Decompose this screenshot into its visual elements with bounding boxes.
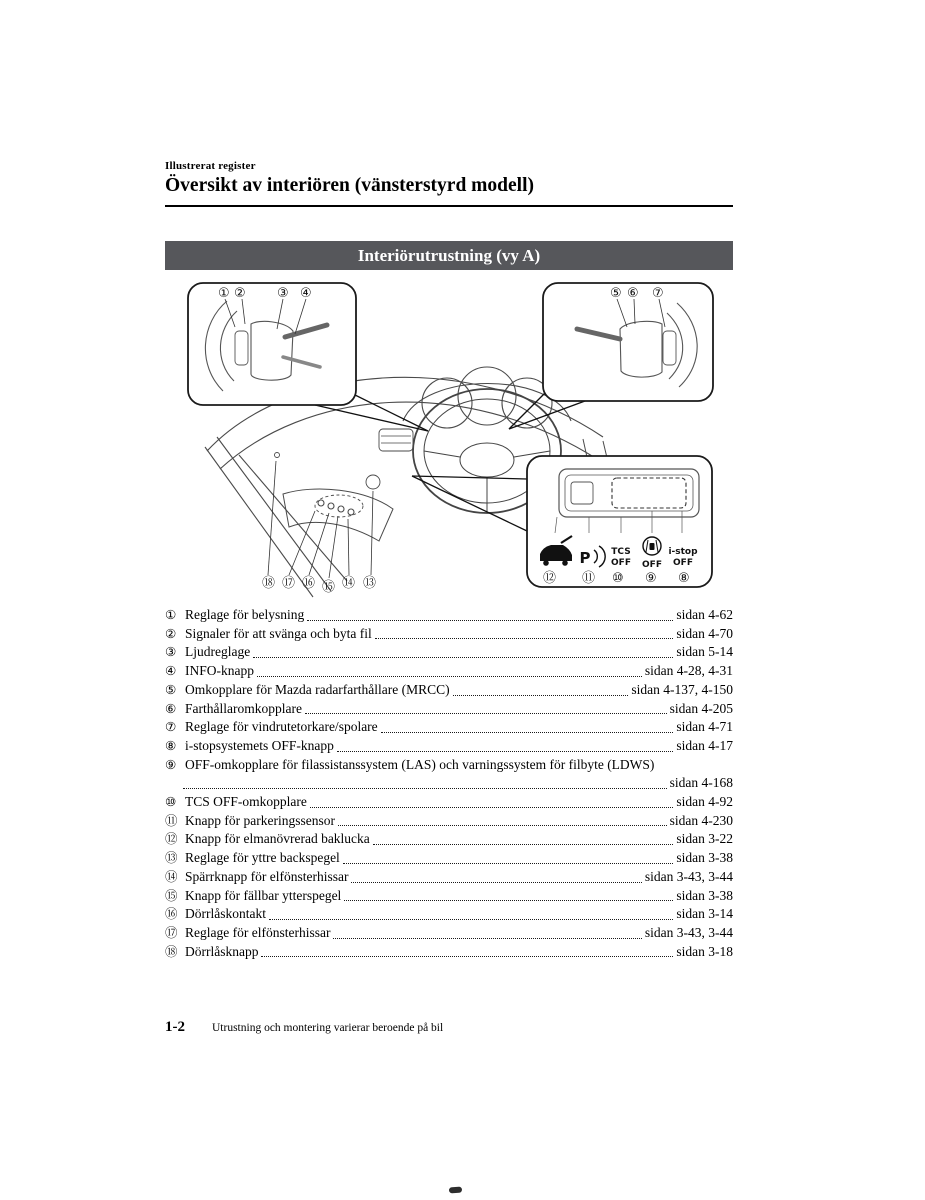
dot-leader	[381, 732, 674, 733]
svg-text:P: P	[579, 549, 591, 567]
index-row	[165, 793, 733, 812]
svg-text:OFF: OFF	[642, 560, 662, 570]
callout-2: ②	[234, 286, 246, 301]
callout-1: ①	[218, 286, 230, 301]
index-row	[165, 905, 733, 924]
index-row	[165, 643, 733, 662]
svg-text:OFF: OFF	[673, 558, 693, 568]
index-number: ⑫	[165, 831, 178, 847]
index-page-ref: sidan 4-137, 4-150	[631, 681, 733, 697]
index-page-ref: sidan 4-230	[669, 812, 733, 828]
index-label: Omkopplare för Mazda radarfarthållare (MRCC)	[185, 681, 450, 697]
index-row	[165, 849, 733, 868]
index-label: Reglage för vindrutetorkare/spolare	[185, 719, 378, 735]
index-row	[165, 737, 733, 756]
index-page-ref: sidan 3-43, 3-44	[644, 868, 733, 884]
index-number: ⑰	[165, 924, 178, 940]
dot-leader	[375, 638, 674, 639]
callout-12: ⑫	[543, 571, 557, 586]
dot-leader	[333, 938, 641, 939]
index-page-ref: sidan 4-71	[676, 719, 733, 735]
dot-leader	[351, 882, 641, 883]
dot-leader	[344, 900, 673, 901]
dot-leader	[261, 956, 673, 957]
index-number: ⑯	[165, 906, 178, 922]
inset-top-left	[188, 283, 356, 405]
index-row	[165, 681, 733, 700]
index-number: ⑩	[165, 794, 177, 810]
index-page-ref: sidan 3-22	[676, 831, 733, 847]
index-label: Knapp för fällbar ytterspegel	[185, 887, 342, 903]
callout-14: ⑭	[342, 576, 356, 591]
dot-leader	[257, 676, 642, 677]
dot-leader	[338, 825, 667, 826]
index-number: ⑱	[165, 943, 178, 959]
index-label: TCS OFF-omkopplare	[185, 794, 307, 810]
index-label: Reglage för yttre backspegel	[185, 850, 340, 866]
mirror-switch	[366, 475, 380, 489]
index-number: ⑪	[165, 812, 178, 828]
index-page-ref: sidan 4-28, 4-31	[644, 663, 733, 679]
index-row	[165, 625, 733, 644]
callout-18: ⑱	[262, 576, 276, 591]
index-label: Signaler för att svänga och byta fil	[185, 625, 372, 641]
dot-leader	[253, 657, 673, 658]
index-row	[165, 756, 733, 793]
index-label: Reglage för elfönsterhissar	[185, 924, 331, 940]
index-number: ⑭	[165, 868, 178, 884]
chapter-label: Illustrerat register	[165, 160, 256, 172]
index-label: Dörrlåskontakt	[185, 906, 266, 922]
dot-leader	[307, 620, 673, 621]
dot-leader	[183, 788, 667, 789]
index-number: ⑬	[165, 850, 178, 866]
dot-leader	[373, 844, 674, 845]
index-page-ref: sidan 4-17	[676, 737, 733, 753]
door-lock-knob	[275, 453, 280, 458]
index-row	[165, 718, 733, 737]
index-number: ⑧	[165, 737, 177, 753]
svg-text:i-stop: i-stop	[668, 547, 698, 557]
callout-4: ④	[300, 286, 312, 301]
index-label: Dörrlåsknapp	[185, 943, 259, 959]
section-header-bar	[165, 241, 733, 270]
dot-leader	[305, 713, 667, 714]
index-label: Ljudreglage	[185, 644, 251, 660]
page-footer	[165, 1019, 733, 1036]
callout-13: ⑬	[363, 576, 377, 591]
callout-17: ⑰	[282, 576, 296, 591]
index-number: ⑮	[165, 887, 178, 903]
scan-artifact-mark	[449, 1187, 462, 1194]
index-number: ①	[165, 607, 177, 622]
index-page-ref: sidan 5-14	[676, 644, 733, 660]
tcs-off-switch-label	[611, 547, 631, 568]
index-label: Spärrknapp för elfönsterhissar	[185, 868, 349, 884]
index-page-ref: sidan 3-18	[676, 943, 733, 959]
page-title: Översikt av interiören (vänsterstyrd modell)	[165, 175, 733, 207]
index-label: Knapp för elmanövrerad baklucka	[185, 831, 370, 847]
index-label: i-stopsystemets OFF-knapp	[185, 737, 334, 753]
callout-10: ⑩	[612, 571, 624, 586]
callout-5: ⑤	[610, 286, 622, 301]
callout-8: ⑧	[678, 571, 690, 586]
index-page-ref: sidan 3-38	[676, 850, 733, 866]
callout-15: ⑮	[322, 580, 336, 595]
index-row	[165, 700, 733, 719]
index-number: ④	[165, 663, 177, 679]
callout-6: ⑥	[627, 286, 639, 301]
svg-text:OFF: OFF	[611, 558, 631, 568]
dot-leader	[269, 919, 673, 920]
index-row	[165, 662, 733, 681]
index-row	[165, 943, 733, 962]
index-number: ②	[165, 625, 177, 641]
index-page-ref: sidan 4-70	[676, 625, 733, 641]
index-row	[165, 606, 733, 625]
index-label: OFF-omkopplare för filassistanssystem (LAS) och varningssystem för filbyte (LDWS)	[185, 756, 655, 772]
footer-note: Utrustning och montering varierar beroende på bil	[212, 1022, 444, 1035]
index-page-ref: sidan 4-62	[676, 607, 733, 622]
index-row	[165, 830, 733, 849]
index-page-ref: sidan 3-38	[676, 887, 733, 903]
index-number: ⑨	[165, 756, 177, 772]
inset-switch-panel	[527, 456, 712, 587]
callout-9: ⑨	[645, 571, 657, 586]
dot-leader	[310, 807, 673, 808]
index-list	[165, 606, 733, 961]
index-row	[165, 812, 733, 831]
index-label: INFO-knapp	[185, 663, 254, 679]
callout-7: ⑦	[652, 286, 664, 301]
index-number: ⑦	[165, 719, 177, 735]
index-row	[165, 924, 733, 943]
index-page-ref: sidan 3-14	[676, 906, 733, 922]
content-column	[165, 0, 733, 1036]
dot-leader	[337, 751, 673, 752]
page-number: 1-2	[165, 1019, 185, 1036]
dashboard-illustration	[165, 279, 733, 601]
index-number: ⑤	[165, 681, 177, 697]
index-page-ref: sidan 4-205	[669, 700, 733, 716]
section-header-text: Interiörutrustning (vy A)	[357, 245, 541, 265]
callout-3: ③	[277, 286, 289, 301]
dot-leader	[453, 695, 629, 696]
callout-16: ⑯	[302, 576, 316, 591]
interior-diagram	[165, 279, 733, 601]
index-label: Reglage för belysning	[185, 607, 305, 622]
index-page-ref: sidan 4-168	[669, 775, 733, 791]
index-page-ref: sidan 4-92	[676, 794, 733, 810]
svg-text:TCS: TCS	[611, 547, 631, 557]
index-row	[165, 868, 733, 887]
index-row	[165, 887, 733, 906]
index-number: ③	[165, 644, 177, 660]
index-label: Farthållaromkopplare	[185, 700, 302, 716]
index-label: Knapp för parkeringssensor	[185, 812, 335, 828]
callout-pointer-lines	[268, 461, 373, 578]
callout-11: ⑪	[582, 571, 596, 586]
index-page-ref: sidan 3-43, 3-44	[644, 924, 733, 940]
dot-leader	[343, 863, 674, 864]
index-number: ⑥	[165, 700, 177, 716]
